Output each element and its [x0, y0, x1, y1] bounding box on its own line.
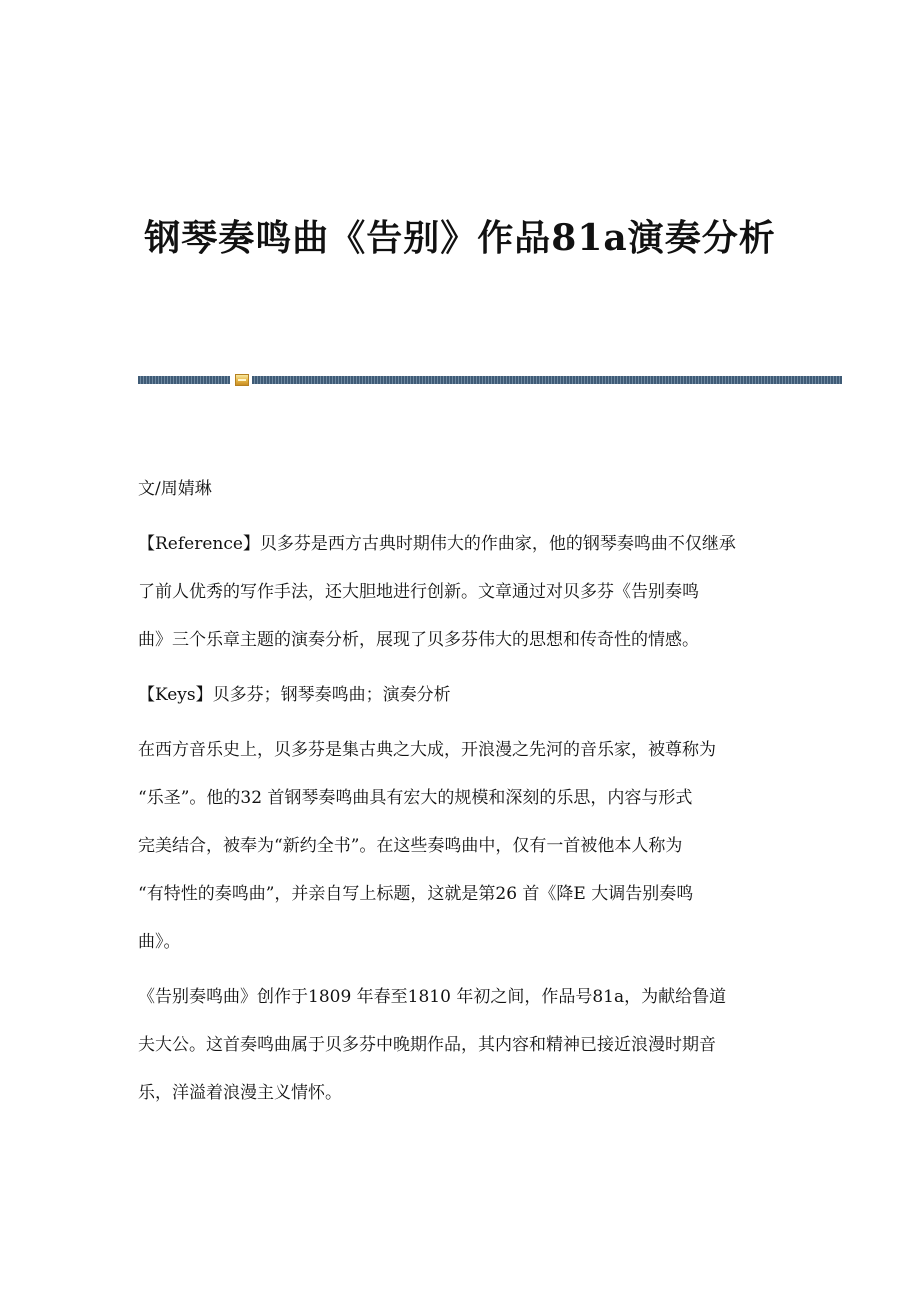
paragraph-line: 《告别奏鸣曲》创作于1809 年春至1810 年初之间，作品号81a，为献给鲁道 [138, 987, 727, 1007]
divider-bar-right [252, 376, 842, 384]
keys-line: 【Keys】贝多芬；钢琴奏鸣曲；演奏分析 [138, 685, 451, 705]
paragraph-line: “有特性的奏鸣曲”，并亲自写上标题，这就是第26 首《降E 大调告别奏鸣 [138, 884, 694, 904]
paragraph-line: 夫大公。这首奏鸣曲属于贝多芬中晚期作品，其内容和精神已接近浪漫时期音 [138, 1035, 716, 1055]
reference-line: 【Reference】贝多芬是西方古典时期伟大的作曲家，他的钢琴奏鸣曲不仅继承 [138, 534, 736, 554]
body-paragraph-2 [138, 974, 784, 1117]
body-paragraph-1 [138, 727, 784, 966]
reference-paragraph [138, 521, 784, 664]
reference-line: 了前人优秀的写作手法，还大胆地进行创新。文章通过对贝多芬《告别奏鸣 [138, 582, 699, 602]
paragraph-line: 完美结合，被奉为“新约全书”。在这些奏鸣曲中，仅有一首被他本人称为 [138, 836, 683, 856]
reference-line: 曲》三个乐章主题的演奏分析，展现了贝多芬伟大的思想和传奇性的情感。 [138, 630, 699, 650]
author-line: 文/周婧琳 [138, 479, 212, 499]
divider-bar-left [138, 376, 230, 384]
paragraph-line: 在西方音乐史上，贝多芬是集古典之大成，开浪漫之先河的音乐家，被尊称为 [138, 740, 716, 760]
document-title: 钢琴奏鸣曲《告别》作品81a演奏分析 [144, 217, 776, 259]
divider-ornament-icon [235, 374, 249, 386]
paragraph-line: 曲》。 [138, 932, 181, 952]
title-divider [138, 374, 842, 386]
document-body [138, 466, 784, 1118]
paragraph-line: “乐圣”。他的32 首钢琴奏鸣曲具有宏大的规模和深刻的乐思，内容与形式 [138, 788, 693, 808]
paragraph-line: 乐，洋溢着浪漫主义情怀。 [138, 1083, 342, 1103]
